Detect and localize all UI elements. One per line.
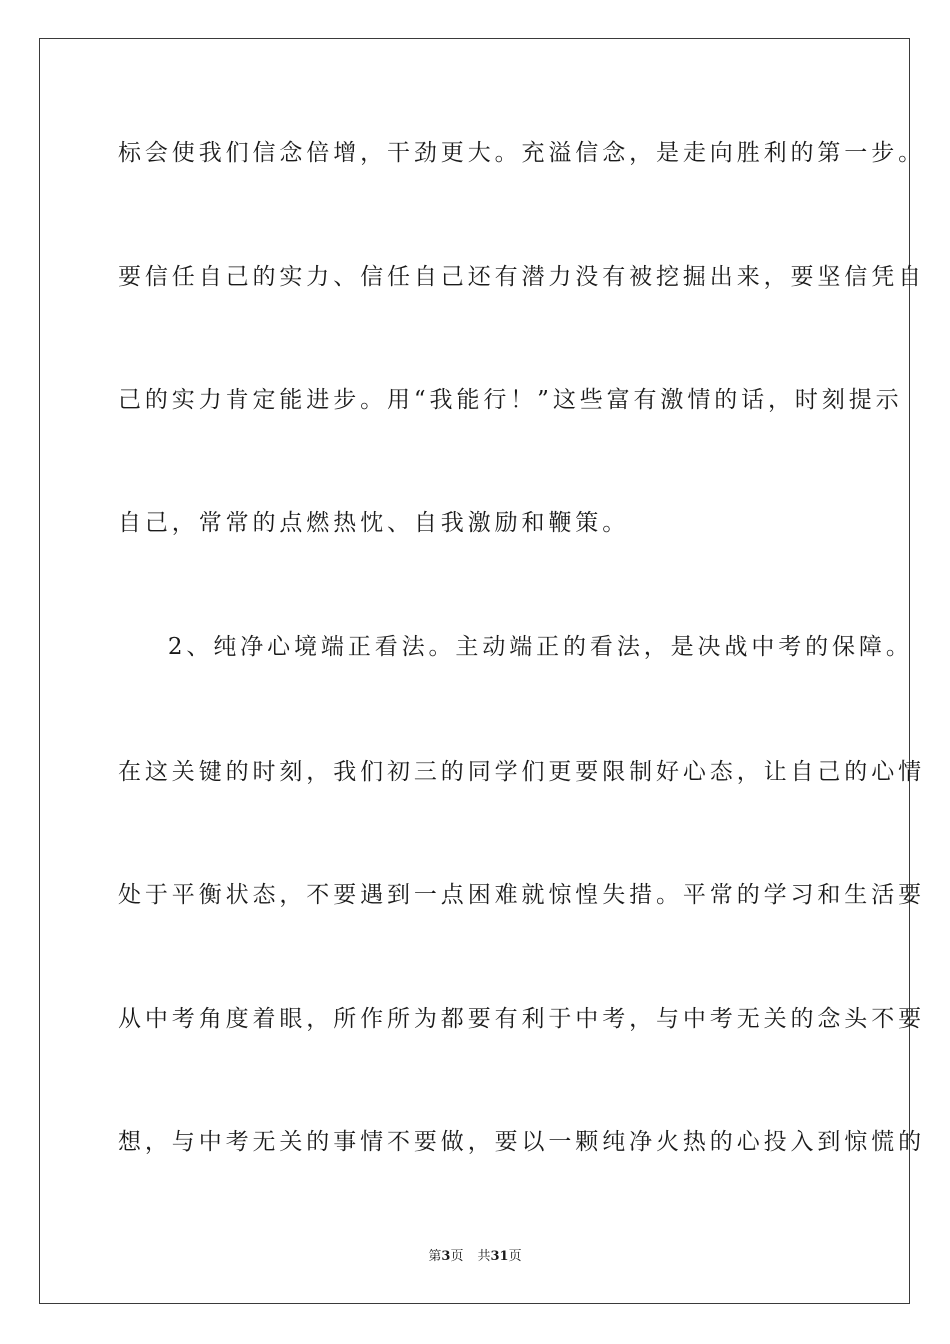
page-border bbox=[39, 38, 925, 1304]
text-line-4: 自己，常常的点燃热忱、自我激励和鞭策。 bbox=[118, 510, 630, 536]
text-line-8: 从中考角度着眼，所作所为都要有利于中考，与中考无关的念头不要 bbox=[118, 1006, 925, 1032]
text-line-5: 2、纯净心境端正看法。主动端正的看法，是决战中考的保障。 bbox=[141, 634, 913, 660]
page-number: 3 bbox=[441, 1249, 451, 1264]
page-prefix: 第 bbox=[428, 1249, 442, 1264]
text-line-6: 在这关键的时刻，我们初三的同学们更要限制好心态，让自己的心情 bbox=[118, 759, 925, 785]
text-line-3: 己的实力肯定能进步。用“我能行！”这些富有激情的话，时刻提示 bbox=[118, 387, 903, 413]
text-line-7: 处于平衡状态，不要遇到一点困难就惊惶失措。平常的学习和生活要 bbox=[118, 882, 925, 908]
total-pages: 31 bbox=[490, 1249, 509, 1264]
page-footer bbox=[0, 1248, 950, 1266]
text-line-2: 要信任自己的实力、信任自己还有潜力没有被挖掘出来，要坚信凭自 bbox=[118, 264, 925, 290]
text-line-1: 标会使我们信念倍增，干劲更大。充溢信念，是走向胜利的第一步。 bbox=[118, 140, 925, 166]
text-line-9: 想，与中考无关的事情不要做，要以一颗纯净火热的心投入到惊慌的 bbox=[118, 1129, 925, 1155]
total-suffix: 页 bbox=[508, 1249, 522, 1264]
total-prefix: 共 bbox=[477, 1249, 491, 1264]
page-suffix: 页 bbox=[450, 1249, 464, 1264]
